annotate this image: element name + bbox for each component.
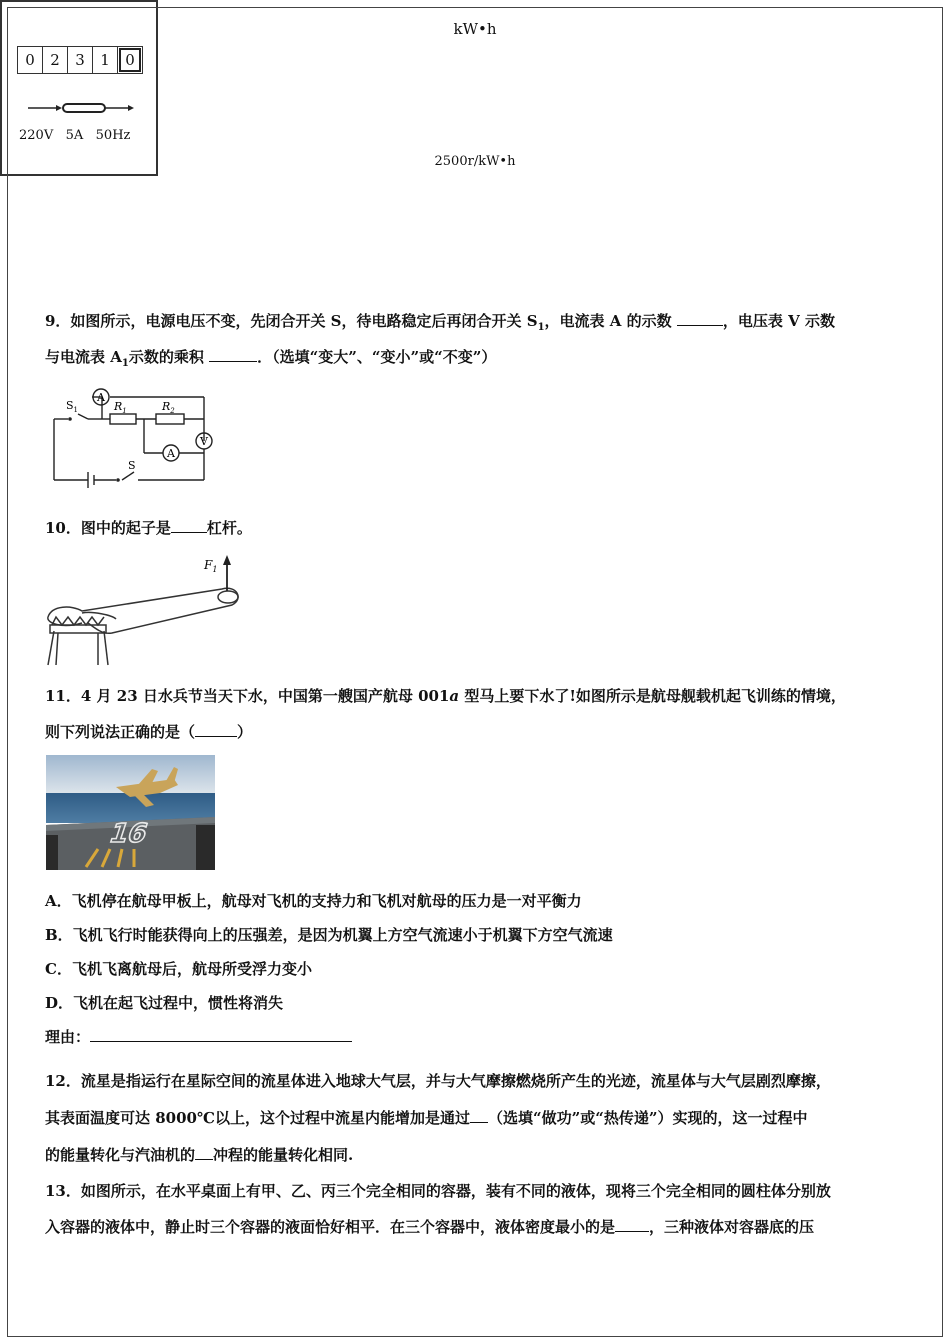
q10-blank[interactable] bbox=[171, 518, 207, 533]
q9-line-2: 与电流表 $A_1$示数的乘积 ．（选填“变大”、“变小”或“不变”） bbox=[45, 348, 497, 369]
meter-digits bbox=[17, 46, 143, 74]
circuit-label-r1: $R_1$ bbox=[114, 400, 127, 415]
q11-option-a[interactable]: A．飞机停在航母甲板上，航母对飞机的支持力和飞机对航母的压力是一对平衡力 bbox=[45, 892, 582, 910]
meter-digit: 0 bbox=[18, 47, 43, 73]
q11-option-b[interactable]: B．飞机飞行时能获得向上的压强差，是因为机翼上方空气流速小于机翼下方空气流速 bbox=[45, 926, 613, 944]
meter-digit: 1 bbox=[93, 47, 118, 73]
aircraft-carrier-photo bbox=[46, 755, 215, 870]
meter-rate: 2500r/kW•h bbox=[434, 154, 516, 169]
q11-line-2: 则下列说法正确的是（ ） bbox=[45, 723, 253, 741]
q11-line-1: 11．4 月 23 日水兵节当天下水，中国第一艘国产航母 001a 型马上要下水了!如图所示是航母舰载机起飞训练的情境， bbox=[45, 687, 846, 705]
circuit-label-s: S bbox=[128, 459, 136, 472]
circuit-label-voltmeter: V bbox=[200, 435, 208, 448]
meter-inner-frame bbox=[7, 7, 943, 1337]
meter-digit: 3 bbox=[68, 47, 93, 73]
deck-number: 16 bbox=[105, 818, 152, 849]
q13-line-2: 入容器的液体中，静止时三个容器的液面恰好相平．在三个容器中，液体密度最小的是 ，三种液体对容器底的压 bbox=[45, 1218, 815, 1236]
meter-unit: kW•h bbox=[453, 20, 497, 38]
q11-blank[interactable] bbox=[195, 722, 237, 737]
circuit-label-ammeter-1: A bbox=[97, 391, 105, 404]
q11-option-d[interactable]: D．飞机在起飞过程中，惯性将消失 bbox=[45, 994, 284, 1012]
q12-line-1: 12．流星是指运行在星际空间的流星体进入地球大气层，并与大气摩擦燃烧所产生的光迹，流星体与大气层剧烈摩擦， bbox=[45, 1072, 831, 1090]
q12-blank-1[interactable] bbox=[470, 1108, 488, 1123]
q12-line-3: 的能量转化与汽油机的 冲程的能量转化相同. bbox=[45, 1146, 354, 1164]
q11-reason: 理由： bbox=[45, 1027, 352, 1047]
q11-reason-blank[interactable] bbox=[90, 1027, 352, 1042]
q9-blank-1[interactable] bbox=[677, 311, 723, 326]
circuit-label-ammeter-2: A bbox=[167, 447, 175, 460]
circuit-label-r2: $R_2$ bbox=[162, 400, 175, 415]
meter-spec: 220V 5A 50Hz bbox=[19, 128, 131, 143]
q9-blank-2[interactable] bbox=[209, 347, 257, 362]
meter-disc-icon bbox=[26, 100, 136, 116]
circuit-diagram bbox=[48, 383, 218, 493]
bottle-opener-figure bbox=[42, 553, 247, 668]
q13-line-1: 13．如图所示，在水平桌面上有甲、乙、丙三个完全相同的容器，装有不同的液体，现将三个完全相同的圆柱体分别放 bbox=[45, 1182, 831, 1200]
meter-digit-decimal: 0 bbox=[118, 47, 142, 73]
meter-digit: 2 bbox=[43, 47, 68, 73]
circuit-label-s1: $S_1$ bbox=[66, 399, 79, 414]
q9-line-1: 9．如图所示，电源电压不变，先闭合开关 S，待电路稳定后再闭合开关 $S_1$，电流表 A 的示数 ，电压表 V 示数 bbox=[45, 312, 835, 333]
q11-option-c[interactable]: C．飞机飞离航母后，航母所受浮力变小 bbox=[45, 960, 312, 978]
force-label: $F_1$ bbox=[204, 558, 218, 574]
q10-line: 10．图中的起子是 杠杆。 bbox=[45, 519, 252, 537]
q13-blank[interactable] bbox=[615, 1217, 649, 1232]
electric-meter-figure bbox=[0, 0, 516, 176]
q12-blank-2[interactable] bbox=[195, 1145, 213, 1160]
q12-line-2: 其表面温度可达 8000℃以上，这个过程中流星内能增加是通过 （选填“做功”或“热传递”）实现的，这一过程中 bbox=[45, 1109, 808, 1127]
